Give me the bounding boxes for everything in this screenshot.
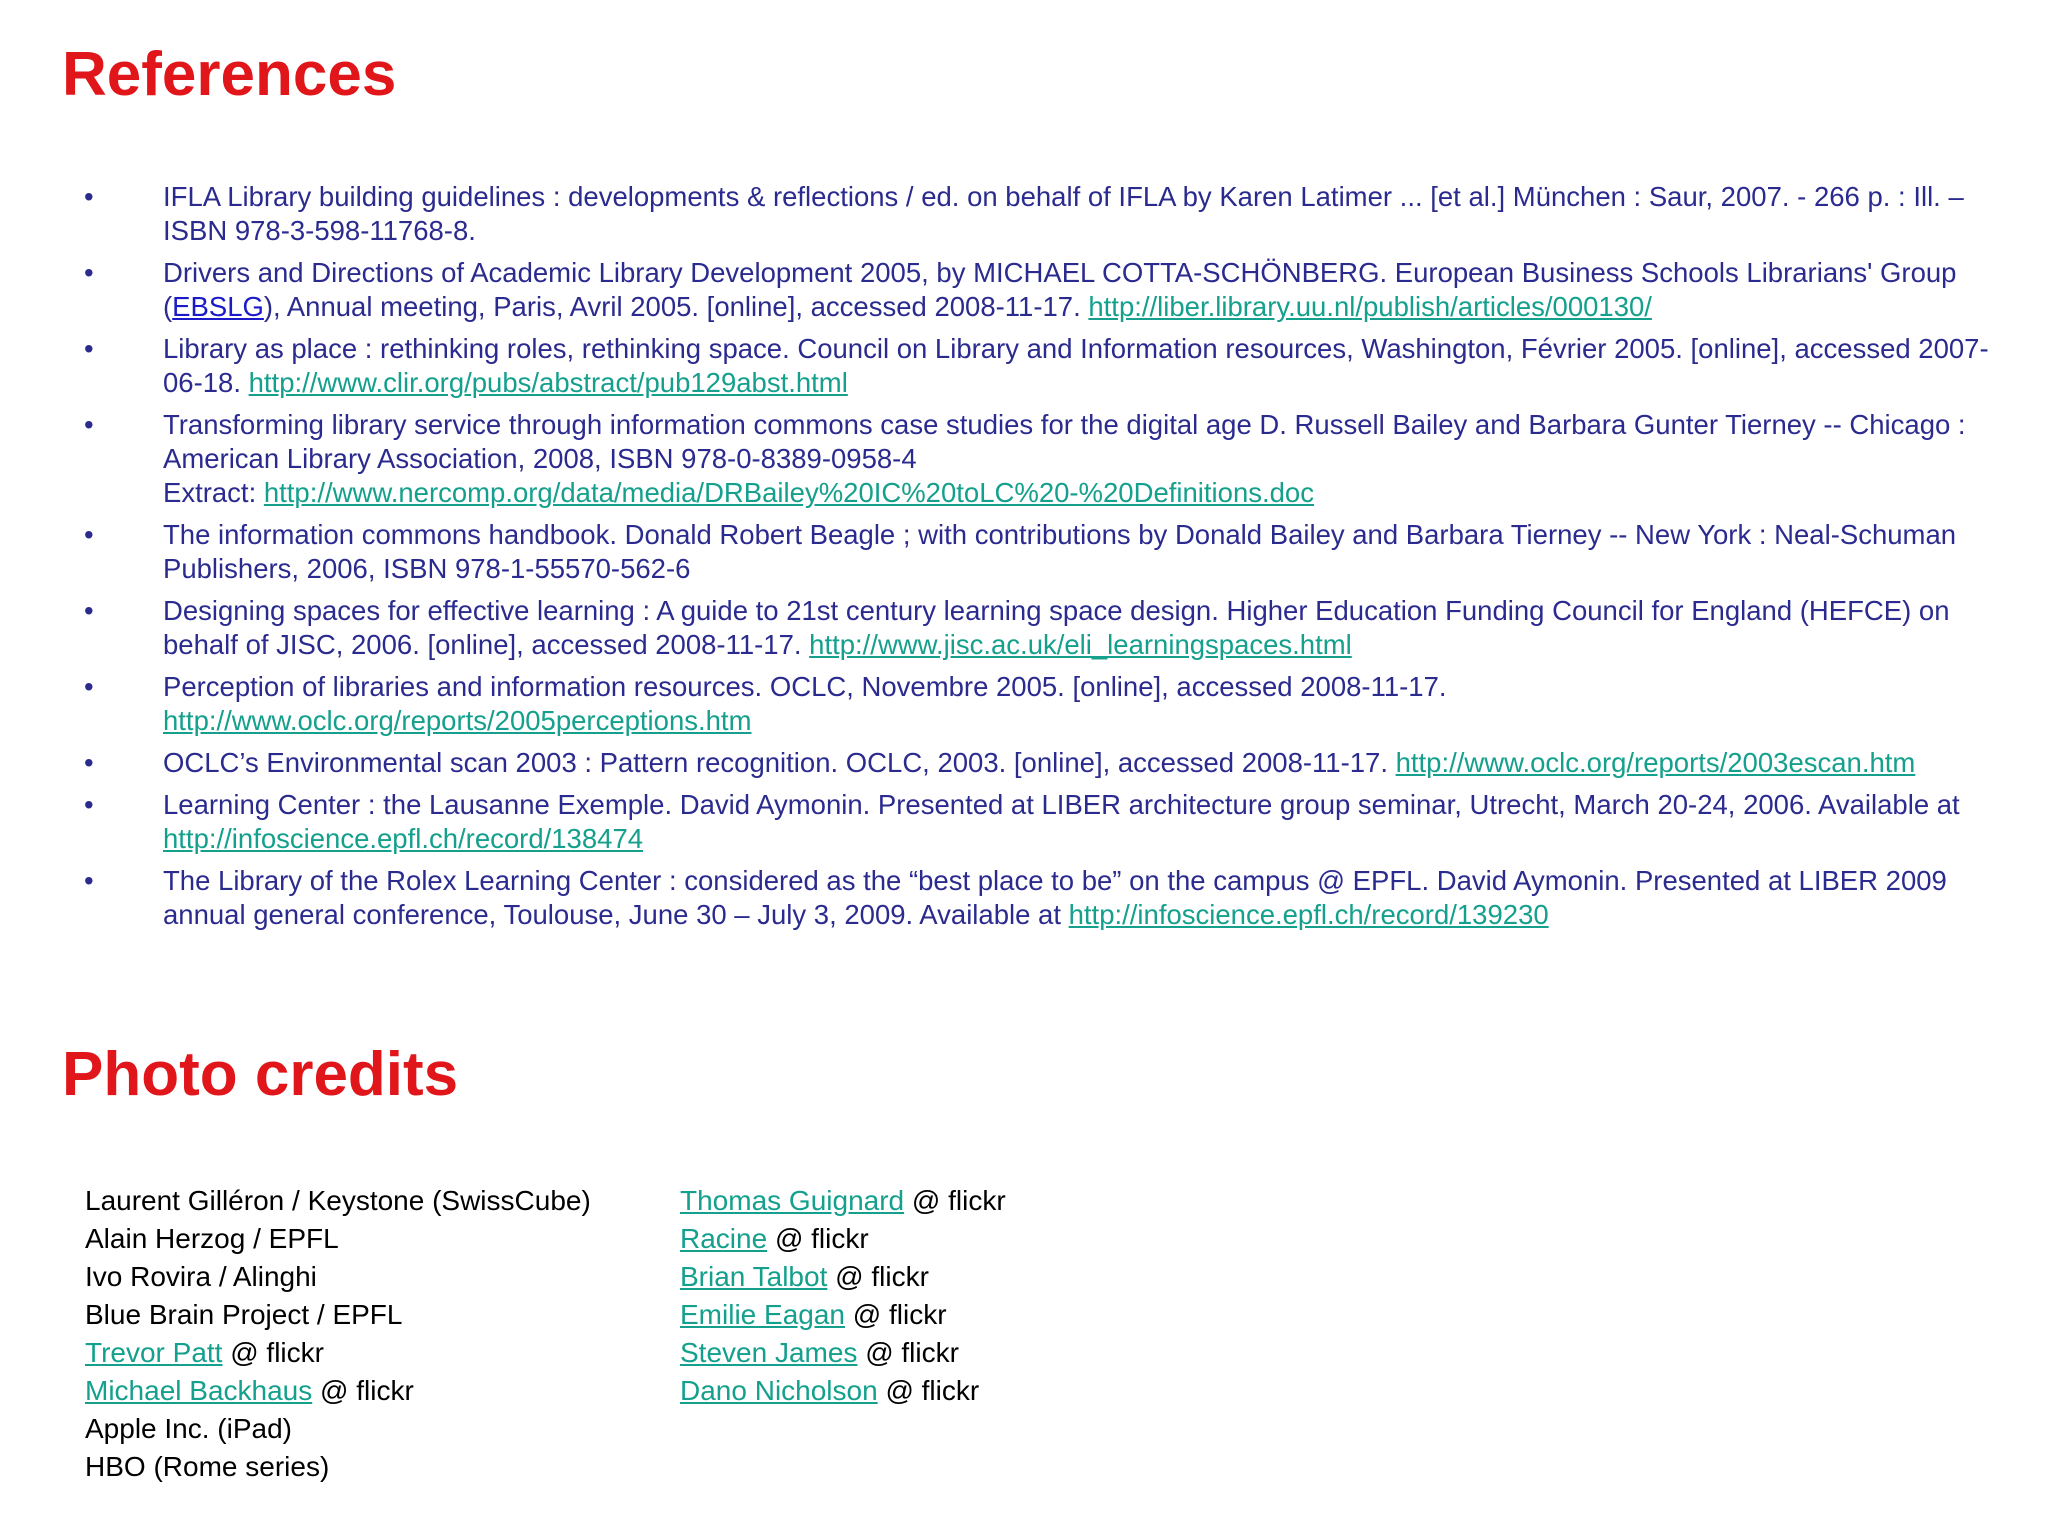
reference-item	[62, 256, 2022, 324]
bullet-icon: •	[84, 595, 94, 626]
reference-extract-label: Extract:	[163, 477, 264, 508]
credit-suffix: @ flickr	[767, 1223, 869, 1254]
bullet-icon: •	[84, 671, 94, 702]
reference-text: Learning Center : the Lausanne Exemple. David Aymonin. Presented at LIBER architecture group seminar, Utrecht, March 20-24, 2006. Available at	[163, 789, 1960, 820]
bullet-icon: •	[84, 181, 94, 212]
reference-link[interactable]: http://www.clir.org/pubs/abstract/pub129abst.html	[248, 367, 848, 398]
credit-item	[680, 1334, 1006, 1372]
credit-item	[680, 1372, 1006, 1410]
reference-item	[62, 670, 2022, 738]
credit-suffix: @ flickr	[904, 1185, 1006, 1216]
reference-text: The Library of the Rolex Learning Center : considered as the “best place to be” on the campus @ EPFL. David Aymonin. Presented at LIBER 2009 annual general conference, Toulouse, June 30 – July 3, 2009. Available at	[163, 865, 1947, 930]
bullet-icon: •	[84, 409, 94, 440]
references-heading: References	[62, 40, 397, 109]
reference-text: OCLC’s Environmental scan 2003 : Pattern recognition. OCLC, 2003. [online], accessed 2008-11-17.	[163, 747, 1396, 778]
credits-right-column	[680, 1182, 1006, 1410]
credit-item	[680, 1182, 1006, 1220]
credit-text: Alain Herzog / EPFL	[85, 1223, 339, 1254]
reference-item	[62, 332, 2022, 400]
reference-text: Drivers and Directions of Academic Library Development 2005, by MICHAEL COTTA-SCHÖNBERG. European Business Schools Librarians' Group (	[163, 257, 1957, 322]
credit-suffix: @ flickr	[827, 1261, 929, 1292]
bullet-icon: •	[84, 747, 94, 778]
credit-item	[85, 1182, 591, 1220]
reference-item	[62, 594, 2022, 662]
credit-suffix: @ flickr	[877, 1375, 980, 1406]
reference-text: The information commons handbook. Donald Robert Beagle ; with contributions by Donald Bailey and Barbara Tierney -- New York : Neal-Schuman Publishers, 2006, ISBN 978-1-55570-562-6	[163, 519, 1957, 584]
photo-credits-heading: Photo credits	[62, 1040, 459, 1109]
bullet-icon: •	[84, 519, 94, 550]
reference-item	[62, 408, 2022, 510]
credit-item	[85, 1448, 591, 1486]
bullet-icon: •	[84, 789, 94, 820]
bullet-icon: •	[84, 865, 94, 896]
reference-text: Library as place : rethinking roles, rethinking space. Council on Library and Information resources, Washington, Février 2005. [online], accessed 2007-06-18.	[163, 333, 1989, 398]
credit-item	[85, 1410, 591, 1448]
credit-link[interactable]: Dano Nicholson	[680, 1375, 878, 1406]
credit-item	[680, 1258, 1006, 1296]
bullet-icon: •	[84, 333, 94, 364]
reference-item	[62, 746, 2022, 780]
reference-link[interactable]: http://www.jisc.ac.uk/eli_learningspaces.html	[809, 629, 1352, 660]
credit-item	[85, 1372, 591, 1410]
credit-link[interactable]: Steven James	[680, 1337, 858, 1368]
reference-text: Transforming library service through information commons case studies for the digital age D. Russell Bailey and Barbara Gunter Tierney -- Chicago : American Library Association, 2008, ISBN 978-0-8389-0958-4	[163, 409, 1966, 474]
reference-link[interactable]: http://infoscience.epfl.ch/record/139230	[1068, 899, 1549, 930]
credit-item	[680, 1296, 1006, 1334]
reference-link[interactable]: http://www.nercomp.org/data/media/DRBailey%20IC%20toLC%20-%20Definitions.doc	[263, 477, 1314, 508]
credit-item	[85, 1296, 591, 1334]
credit-suffix: @ flickr	[844, 1299, 947, 1330]
credit-link[interactable]: Michael Backhaus	[85, 1375, 313, 1406]
credit-link[interactable]: Emilie Eagan	[680, 1299, 845, 1330]
credit-link[interactable]: Brian Talbot	[680, 1261, 828, 1292]
reference-item	[62, 864, 2022, 932]
reference-item	[62, 518, 2022, 586]
bullet-icon: •	[84, 257, 94, 288]
credit-item	[85, 1334, 591, 1372]
reference-link[interactable]: http://www.oclc.org/reports/2003escan.htm	[1395, 747, 1916, 778]
credit-text: Apple Inc. (iPad)	[85, 1413, 292, 1444]
credit-text: HBO (Rome series)	[85, 1451, 330, 1482]
credit-suffix: @ flickr	[312, 1375, 414, 1406]
credit-text: Ivo Rovira / Alinghi	[85, 1261, 317, 1292]
credit-text: Laurent Gilléron / Keystone (SwissCube)	[85, 1185, 591, 1216]
credit-link[interactable]: Racine	[680, 1223, 768, 1254]
reference-link[interactable]: http://www.oclc.org/reports/2005perceptions.htm	[163, 705, 752, 736]
reference-link[interactable]: http://liber.library.uu.nl/publish/articles/000130/	[1088, 291, 1652, 322]
reference-item	[62, 180, 2022, 248]
reference-text: Designing spaces for effective learning : A guide to 21st century learning space design. Higher Education Funding Council for England (HEFCE) on behalf of JISC, 2006. [online], accessed 2008-11-17.	[163, 595, 1950, 660]
credit-suffix: @ flickr	[857, 1337, 959, 1368]
credit-item	[680, 1220, 1006, 1258]
reference-text: ), Annual meeting, Paris, Avril 2005. [online], accessed 2008-11-17.	[263, 291, 1089, 322]
reference-text: Perception of libraries and information resources. OCLC, Novembre 2005. [online], accessed 2008-11-17.	[163, 671, 1447, 702]
credit-suffix: @ flickr	[222, 1337, 324, 1368]
credit-item	[85, 1220, 591, 1258]
reference-link[interactable]: http://infoscience.epfl.ch/record/138474	[163, 823, 644, 854]
credit-text: Blue Brain Project / EPFL	[85, 1299, 403, 1330]
references-list	[62, 180, 2022, 940]
credit-link[interactable]: Thomas Guignard	[680, 1185, 905, 1216]
reference-abbr-link[interactable]: EBSLG	[172, 291, 264, 322]
reference-item	[62, 788, 2022, 856]
credits-left-column	[85, 1182, 591, 1486]
reference-text: IFLA Library building guidelines : developments & reflections / ed. on behalf of IFLA by Karen Latimer ... [et al.] München : Saur, 2007. - 266 p. : Ill. – ISBN 978-3-598-11768-8.	[163, 181, 1964, 246]
credit-link[interactable]: Trevor Patt	[85, 1337, 223, 1368]
credit-item	[85, 1258, 591, 1296]
